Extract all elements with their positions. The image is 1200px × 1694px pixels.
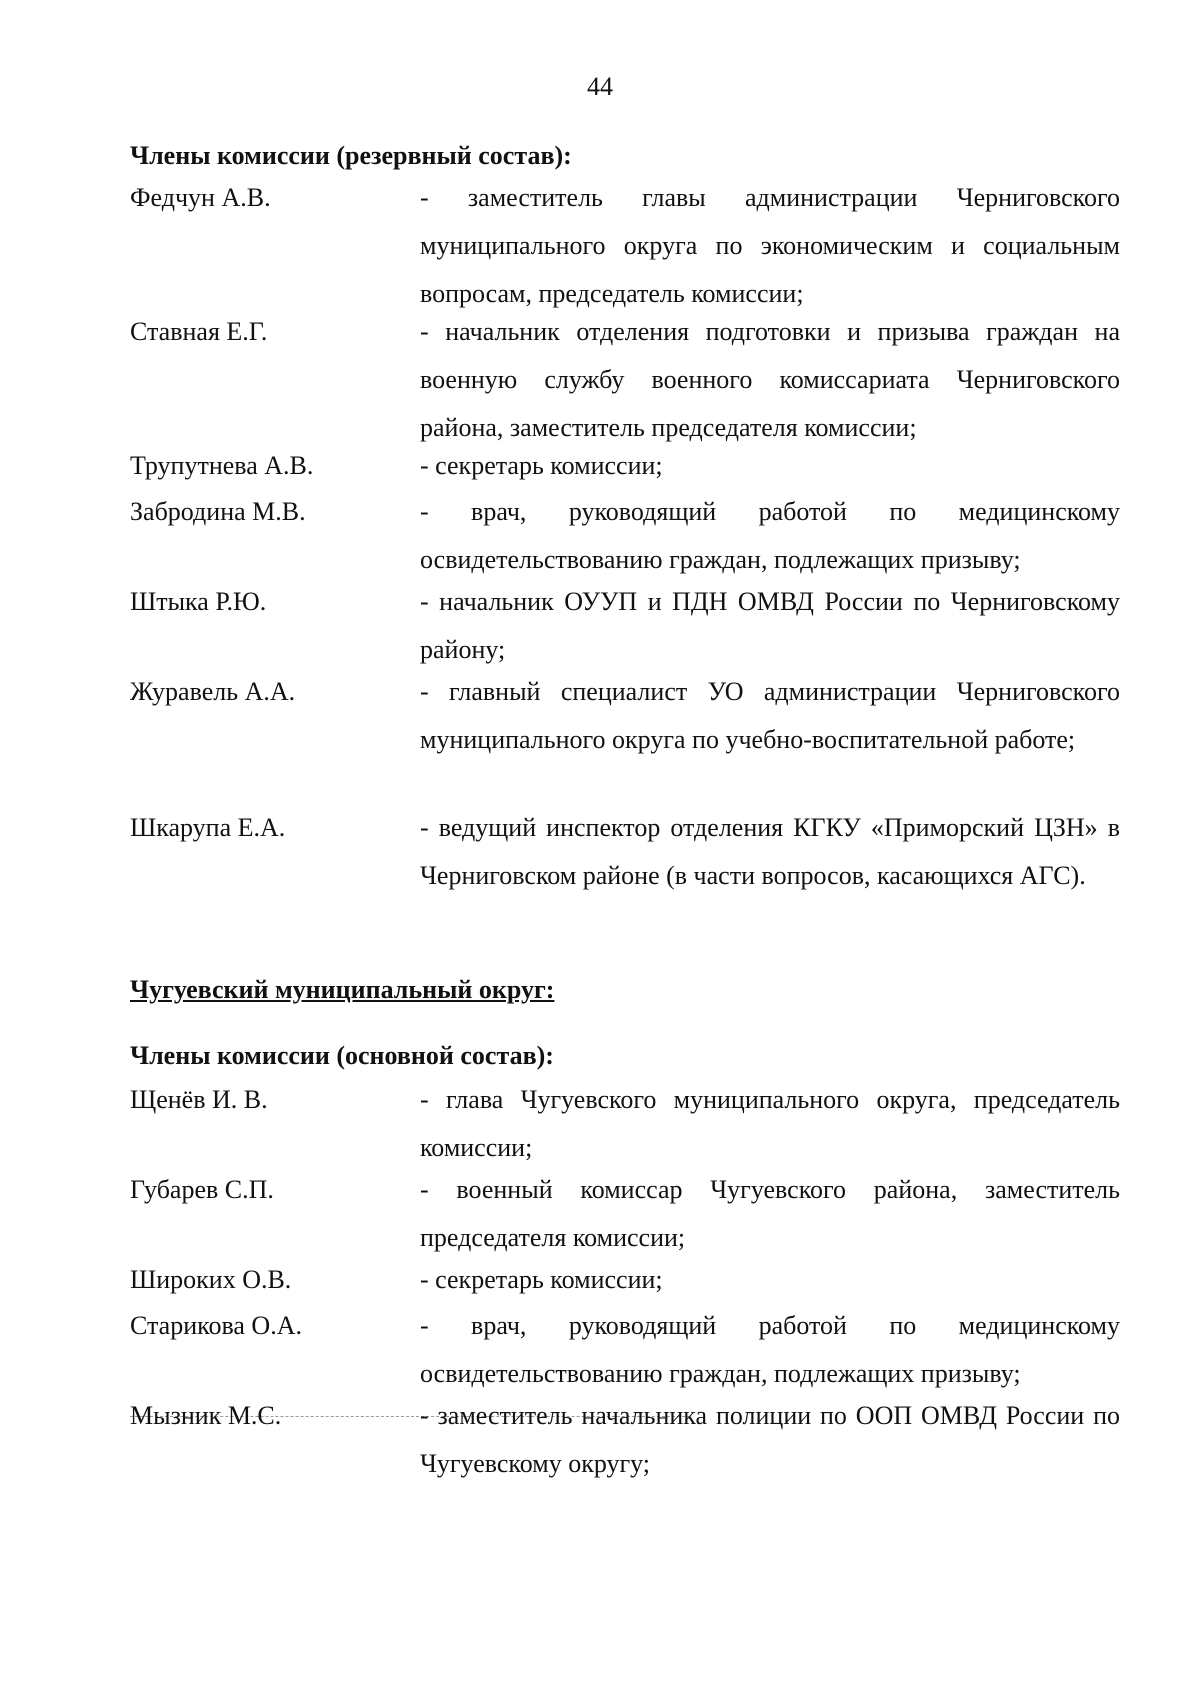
member-name: Губарев С.П. [130,1175,274,1204]
member-role: - секретарь комиссии; [420,451,663,480]
section-title: Чугуевский муниципальный округ: [130,975,555,1004]
member-name: Федчун А.В. [130,183,271,212]
member-name: Ставная Е.Г. [130,317,268,346]
member-name: Трупутнева А.В. [130,451,314,480]
member-name: Шкарупа Е.А. [130,813,286,842]
member-role: - начальник отделения подготовки и призыва граждан на военную службу военного комиссариата Черниговского района, заместитель председателя комиссии; [420,317,1120,442]
member-name: Забродина М.В. [130,497,306,526]
page-number: 44 [587,72,613,101]
member-role: - врач, руководящий работой по медицинскому освидетельствованию граждан, подлежащих призыву; [420,1311,1120,1388]
member-role: - ведущий инспектор отделения КГКУ «Приморский ЦЗН» в Черниговском районе (в части вопросов, касающихся АГС). [420,813,1120,890]
member-role: - начальник ОУУП и ПДН ОМВД России по Черниговскому району; [420,587,1120,664]
member-role: - врач, руководящий работой по медицинскому освидетельствованию граждан, подлежащих призыву; [420,497,1120,574]
main-heading: Члены комиссии (основной состав): [130,1041,554,1070]
member-name: Мызник М.С. [130,1401,282,1430]
member-role: - главный специалист УО администрации Черниговского муниципального округа по учебно-воспитательной работе; [420,677,1120,754]
member-role: - военный комиссар Чугуевского района, заместитель председателя комиссии; [420,1175,1120,1252]
reserve-heading: Члены комиссии (резервный состав): [130,141,572,170]
member-role: - глава Чугуевского муниципального округа, председатель комиссии; [420,1085,1120,1162]
member-role: - секретарь комиссии; [420,1265,663,1294]
member-name: Широких О.В. [130,1265,292,1294]
member-name: Журавель А.А. [130,677,296,706]
member-role: - заместитель главы администрации Черниговского муниципального округа по экономическим и социальным вопросам, председатель комиссии; [420,183,1120,308]
member-name: Старикова О.А. [130,1311,302,1340]
member-name: Штыка Р.Ю. [130,587,267,616]
member-role: - заместитель начальника полиции по ООП ОМВД России по Чугуевскому округу; [420,1401,1120,1478]
member-name: Щенёв И. В. [130,1085,268,1114]
